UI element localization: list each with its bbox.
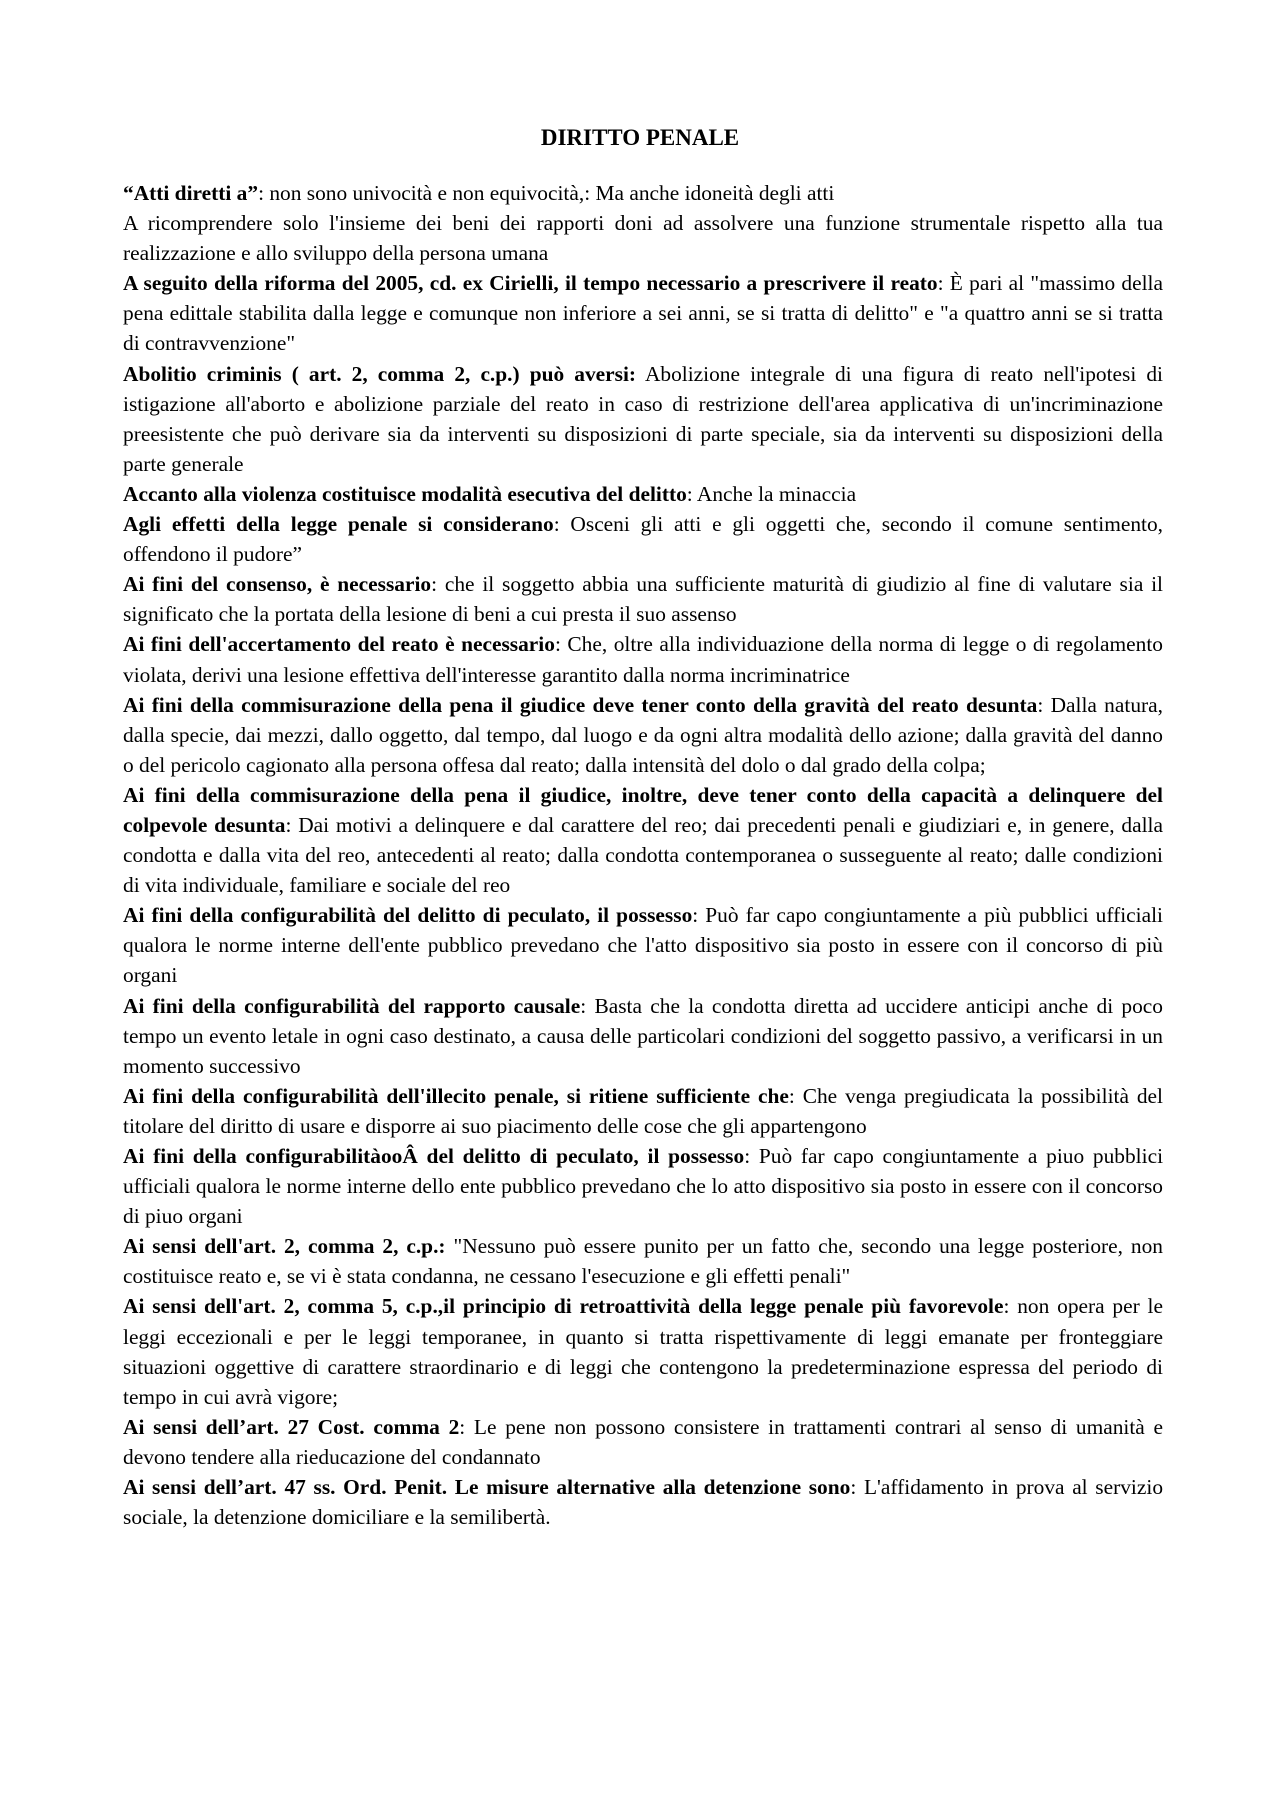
entry-term: Ai fini dell'accertamento del reato è necessario (123, 632, 555, 657)
entry (123, 1472, 1163, 1532)
entry-text: A ricomprendere solo l'insieme dei beni dei rapporti doni ad assolvere una funzione strumentale rispetto alla tua realizzazione e allo sviluppo della persona umana (123, 211, 1163, 266)
entry (123, 1231, 1163, 1291)
entry (123, 1291, 1163, 1411)
entry-text: : Può far capo congiuntamente a più pubblici ufficiali qualora le norme interne dell'ente pubblico prevedano che l'atto dispositivo sia posto in essere con il concorso di più organi (123, 903, 1163, 988)
entry-text: : Che, oltre alla individuazione della norma di legge o di regolamento violata, derivi una lesione effettiva dell'interesse garantito dalla norma incriminatrice (123, 632, 1163, 687)
entry-text: : non opera per le leggi eccezionali e per le leggi temporanee, in quanto si tratta rispettivamente di leggi emanate per fronteggiare situazioni oggettive di carattere straordinario e di leggi che contengono la predeterminazione espressa del periodo di tempo in cui avrà vigore; (123, 1294, 1163, 1409)
entry-term: Ai fini della configurabilità del rapporto causale (123, 993, 581, 1018)
entry-term: Ai sensi dell’art. 27 Cost. comma 2 (123, 1414, 460, 1439)
entry (123, 569, 1163, 629)
entry (123, 1412, 1163, 1472)
entry-term: Ai sensi dell’art. 47 ss. Ord. Penit. Le misure alternative alla detenzione sono (123, 1475, 851, 1500)
entry-text: : È pari al "massimo della pena edittale stabilita dalla legge e comunque non inferiore a sei anni, se si tratta di delitto" e "a quattro anni se si tratta di contravvenzione" (123, 271, 1163, 356)
entry (123, 509, 1163, 569)
entry-text: "Nessuno può essere punito per un fatto che, secondo una legge posteriore, non costituisce reato e, se vi è stata condanna, ne cessano l'esecuzione e gli effetti penali" (123, 1234, 1164, 1289)
entry-term: Ai sensi dell'art. 2, comma 2, c.p.: (123, 1234, 446, 1259)
entry-term: A seguito della riforma del 2005, cd. ex Cirielli, il tempo necessario a prescrivere il reato (123, 271, 938, 296)
entry-text: : Basta che la condotta diretta ad uccidere anticipi anche di poco tempo un evento letale in ogni caso destinato, a causa delle particolari condizioni del soggetto passivo, a verificarsi in un momento successivo (123, 993, 1163, 1078)
entry-text: : non sono univocità e non equivocità,: Ma anche idoneità degli atti (258, 181, 835, 205)
entry (123, 178, 1163, 208)
entry-text: Abolizione integrale di una figura di reato nell'ipotesi di istigazione all'aborto e abolizione parziale del reato in caso di restrizione dell'area applicativa di un'incriminazione preesistente che può derivare sia da interventi su disposizioni di parte speciale, sia da interventi su disposizioni della parte generale (123, 361, 1163, 476)
entry-term: Agli effetti della legge penale si considerano (123, 512, 554, 537)
entry-term: “Atti diretti a” (123, 181, 259, 205)
entry-term: Accanto alla violenza costituisce modalità esecutiva del delitto (123, 481, 687, 506)
entry-term: Ai fini del consenso, è necessario (123, 572, 432, 597)
entry-term: Ai fini della commisurazione della pena il giudice deve tener conto della gravità del reato desunta (123, 692, 1038, 717)
entry-text: : L'affidamento in prova al servizio sociale, la detenzione domiciliare e la semilibertà. (123, 1475, 1164, 1530)
entry-text: : Osceni gli atti e gli oggetti che, secondo il comune sentimento, offendono il pudore” (123, 512, 1164, 567)
entry-term: Abolitio criminis ( art. 2, comma 2, c.p.) può aversi: (123, 361, 637, 386)
entry (123, 900, 1163, 990)
entry-term: Ai fini della commisurazione della pena il giudice, inoltre, deve tener conto della capacità a delinquere del colpevole desunta (123, 782, 1163, 837)
entry (123, 991, 1163, 1081)
entry-text: : Che venga pregiudicata la possibilità del titolare del diritto di usare e disporre ai suo piacimento delle cose che gli appartengono (123, 1083, 1163, 1138)
entry (123, 1141, 1163, 1231)
entry (123, 208, 1163, 268)
entry (123, 479, 1163, 509)
entry (123, 268, 1163, 358)
entry-text: : Dai motivi a delinquere e dal carattere del reo; dai precedenti penali e giudiziari e, in genere, dalla condotta e dalla vita del reo, antecedenti al reato; dalla condotta contemporanea o susseguente al reato; dalle condizioni di vita individuale, familiare e sociale del reo (123, 812, 1163, 898)
entry-term: Ai sensi dell'art. 2, comma 5, c.p.,il principio di retroattività della legge penale più favorevole (123, 1294, 1004, 1319)
entry-term: Ai fini della configurabilitàooÂ del delitto di peculato, il possesso (123, 1144, 745, 1168)
entry-text: : che il soggetto abbia una sufficiente maturità di giudizio al fine di valutare sia il significato che la portata della lesione di beni a cui presta il suo assenso (123, 572, 1164, 627)
entry-term: Ai fini della configurabilità dell'illecito penale, si ritiene sufficiente che (123, 1083, 789, 1108)
entry-text: : Può far capo congiuntamente a piuo pubblici ufficiali qualora le norme interne dello ente pubblico prevedano che lo atto dispositivo sia posto in essere con il concorso di piuo organi (123, 1144, 1164, 1229)
entries-list (123, 178, 1163, 1532)
entry-term: Ai fini della configurabilità del delitto di peculato, il possesso (123, 903, 693, 928)
entry (123, 1081, 1163, 1141)
document-title: DIRITTO PENALE (540, 125, 740, 150)
entry-text: : Le pene non possono consistere in trattamenti contrari al senso di umanità e devono tendere alla rieducazione del condannato (123, 1414, 1163, 1469)
entry (123, 629, 1163, 689)
entry (123, 780, 1163, 900)
entry (123, 690, 1163, 780)
entry (123, 359, 1163, 479)
entry-text: : Anche la minaccia (686, 481, 857, 506)
entry-text: : Dalla natura, dalla specie, dai mezzi, dallo oggetto, dal tempo, dal luogo e da ogni altra modalità dello azione; dalla gravità del danno o del pericolo cagionato alla persona offesa dal reato; dalla intensità del dolo o dal grado della colpa; (123, 692, 1163, 777)
